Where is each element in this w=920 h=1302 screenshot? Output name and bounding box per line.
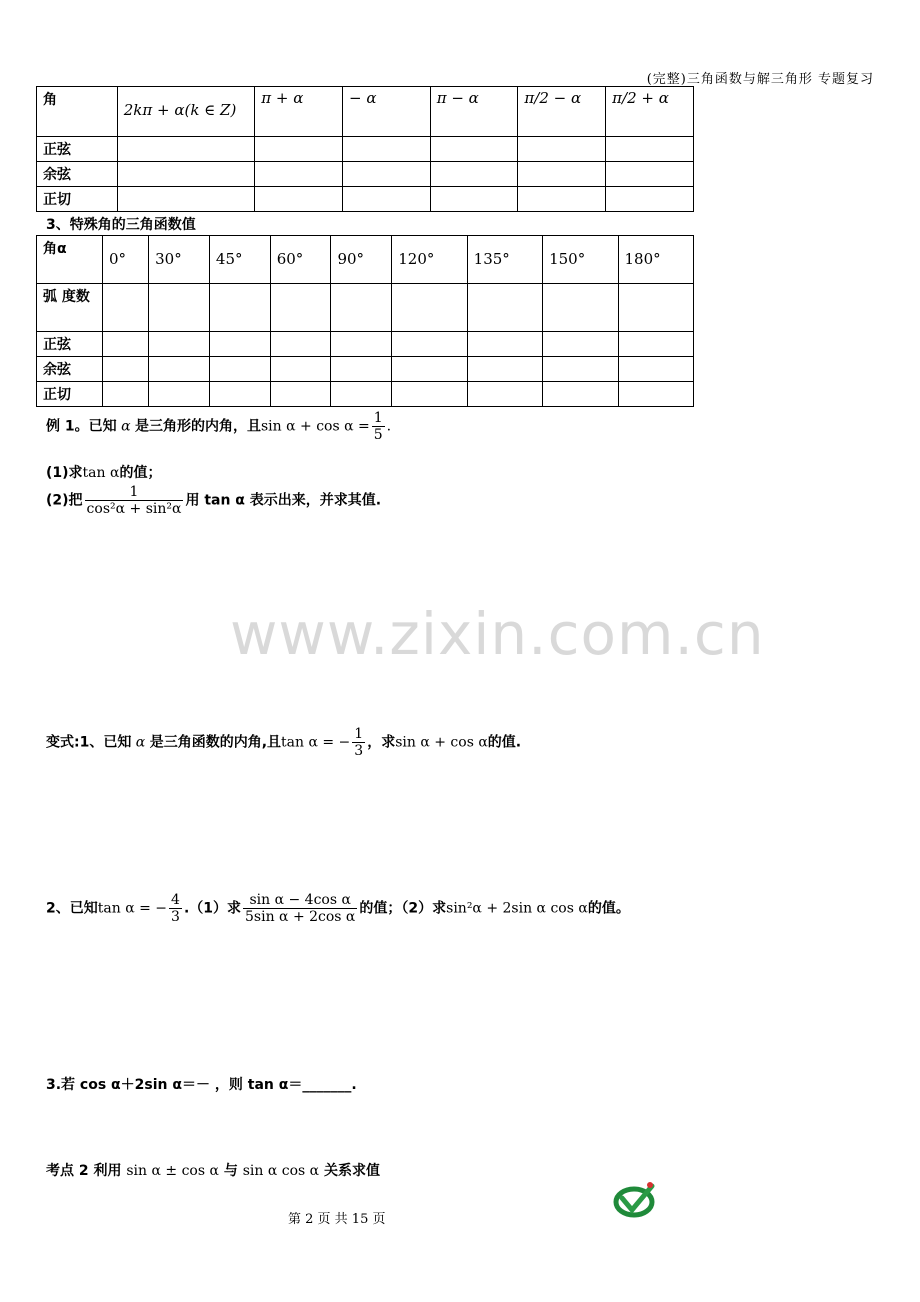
table2-header-angle: 角α [37, 236, 103, 284]
example1-part2-fraction: $\frac{1}{\text{cos²α + sin²α}}$ [86, 484, 182, 518]
table2-row-radian: 弧 度数 [37, 284, 103, 332]
table2-row-tangent: 正切 [37, 382, 103, 407]
example1-fraction: $\frac{1}{5}$ [373, 410, 383, 444]
example1-statement: 例 1。已知 α 是三角形的内角，且sin α + cos α = $\frac{1}{5}$ . [46, 410, 392, 444]
table2-row-cosine: 余弦 [37, 357, 103, 382]
kaodian2-title: 考点 2 利用 sin α ± cos α 与 sin α cos α 关系求值 [46, 1163, 380, 1179]
table1-header-pi-minus: π − α [430, 87, 518, 137]
section3-title: 3、特殊角的三角函数值 [46, 217, 196, 233]
table2-angle-0: 0° [103, 236, 149, 284]
variant1-fraction: $\frac{1}{3}$ [354, 726, 364, 760]
table2-angle-120: 120° [392, 236, 467, 284]
table2-angle-30: 30° [149, 236, 210, 284]
table1-header-half-pi-minus: π/2 − α [518, 87, 606, 137]
variant2-statement: 2、已知tan α = − $\frac{4}{3}$ .（1）求 $\frac{\text{sin α − 4cos α}}{\text{5sin α + 2cos α}}$ 的值；（2）求sin²α + 2sin α cos α的值。 [46, 892, 630, 926]
table2-angle-60: 60° [270, 236, 331, 284]
table1-header-neg: − α [343, 87, 431, 137]
table1-row-tangent: 正切 [37, 187, 118, 212]
table2-angle-180: 180° [618, 236, 693, 284]
table2-angle-150: 150° [543, 236, 618, 284]
table1-row-sine: 正弦 [37, 137, 118, 162]
example1-part2: (2)把 $\frac{1}{\text{cos²α + sin²α}}$ 用 tan α 表示出来，并求其值. [46, 484, 382, 518]
page-header: (完整)三角函数与解三角形 专题复习 [646, 72, 874, 87]
special-angle-table [36, 235, 694, 407]
variant2-fraction-value: $\frac{4}{3}$ [171, 892, 180, 926]
variant3-statement: 3.若 cos α＋2sin α＝－ ，则 tan α＝_______. [46, 1077, 357, 1093]
table1-row-cosine: 余弦 [37, 162, 118, 187]
table1-header-2kpi: 2kπ + α(k ∈ Z) [117, 87, 255, 137]
site-logo-icon [612, 1180, 660, 1220]
table1-header-half-pi-plus: π/2 + α [606, 87, 694, 137]
table2-angle-90: 90° [331, 236, 392, 284]
page-footer: 第 2 页 共 15 页 [288, 1212, 386, 1227]
watermark: www.zixin.com.cn [230, 600, 765, 668]
table2-angle-45: 45° [209, 236, 270, 284]
table1-header-pi-plus: π + α [255, 87, 343, 137]
table1-header-angle: 角 [37, 87, 118, 137]
table2-angle-135: 135° [467, 236, 542, 284]
table2-row-sine: 正弦 [37, 332, 103, 357]
induction-formula-table [36, 86, 694, 212]
variant1-statement: 变式:1、已知 α 是三角函数的内角,且tan α = − $\frac{1}{3}$ ，求sin α + cos α的值. [46, 726, 522, 760]
example1-part1: (1)求tan α的值； [46, 465, 162, 481]
variant2-fraction-expr: $\frac{\text{sin α − 4cos α}}{\text{5sin α + 2cos α}}$ [245, 892, 356, 926]
